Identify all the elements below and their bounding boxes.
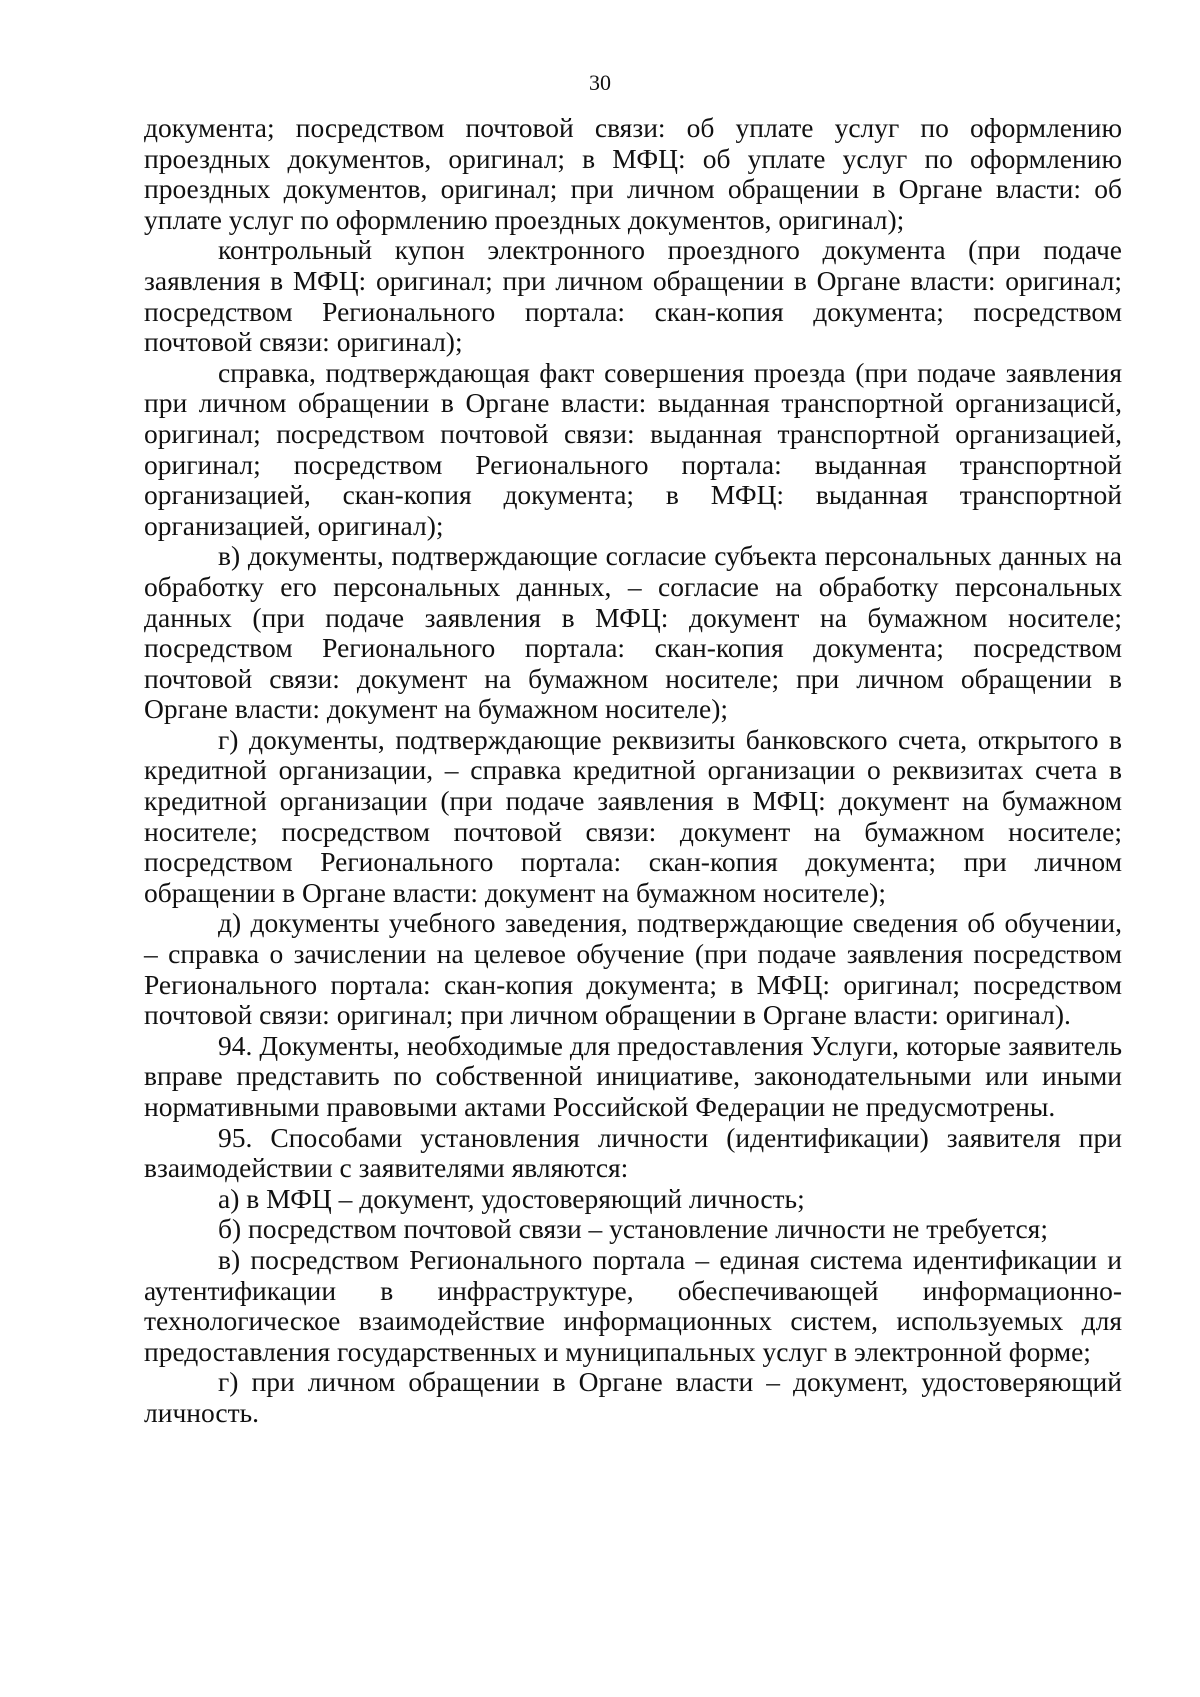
- page-number: 30: [589, 70, 611, 95]
- paragraph-item-g-bank: г) документы, подтверждающие реквизиты банковского счета, открытого в кредитной организации, – справка кредитной организации о реквизитах счета в кредитной организации (при подаче заявления в МФЦ: документ на бумажном носителе; посредством почтовой связи: документ на бумажном носителе; посредством Регионального портала: скан-копия документа; при личном обращении в Органе власти: документ на бумажном носителе);: [144, 723, 1122, 908]
- paragraph-item-v-consent: в) документы, подтверждающие согласие субъекта персональных данных на обработку его персональных данных, – согласие на обработку персональных данных (при подаче заявления в МФЦ: документ на бумажном носителе; посредством Регионального портала: скан-копия документа; посредством почтовой связи: документ на бумажном носителе; при личном обращении в Органе власти: документ на бумажном носителе);: [144, 540, 1122, 725]
- paragraph-95: 95. Способами установления личности (идентификации) заявителя при взаимодействии с заявителями являются:: [144, 1121, 1122, 1184]
- paragraph-95-g: г) при личном обращении в Органе власти – документ, удостоверяющий личность.: [144, 1366, 1122, 1428]
- paragraph-continuation: документа; посредством почтовой связи: об уплате услуг по оформлению проездных документов, оригинал; в МФЦ: об уплате услуг по оформлению проездных документов, оригинал; при личном обращении в Органе власти: об уплате услуг по оформлению проездных документов, оригинал);: [144, 112, 1122, 235]
- paragraph-coupon: контрольный купон электронного проездного документа (при подаче заявления в МФЦ: оригинал; при личном обращении в Органе власти: оригинал; посредством Регионального портала: скан-копия документа; посредством почтовой связи: оригинал);: [144, 234, 1122, 358]
- paragraph-95-v: в) посредством Регионального портала – единая система идентификации и аутентификации в инфраструктуре, обеспечивающей информационно-технологическое взаимодействие информационных систем, используемых для предоставления государственных и муниципальных услуг в электронной форме;: [144, 1243, 1122, 1367]
- paragraph-94: 94. Документы, необходимые для предоставления Услуги, которые заявитель вправе представить по собственной инициативе, законодательными или иными нормативными правовыми актами Российской Федерации не предусмотрены.: [144, 1029, 1122, 1122]
- paragraph-95-b: б) посредством почтовой связи – установление личности не требуется;: [218, 1213, 1048, 1245]
- paragraph-95-a: а) в МФЦ – документ, удостоверяющий личность;: [218, 1182, 805, 1214]
- paragraph-travel-certificate: справка, подтверждающая факт совершения проезда (при подаче заявления при личном обращении в Органе власти: выданная транспортной организацисй, оригинал; посредством почтовой связи: выданная транспортной организацией, оригинал; посредством Регионального портала: выданная транспортной организацией, скан-копия документа; в МФЦ: выданная транспортной организацией, оригинал);: [144, 356, 1122, 541]
- document-body: [144, 113, 1122, 1429]
- paragraph-item-d-education: д) документы учебного заведения, подтверждающие сведения об обучении, – справка о зачислении на целевое обучение (при подаче заявления посредством Регионального портала: скан-копия документа; в МФЦ: оригинал; посредством почтовой связи: оригинал; при личном обращении в Органе власти: оригинал).: [144, 907, 1122, 1031]
